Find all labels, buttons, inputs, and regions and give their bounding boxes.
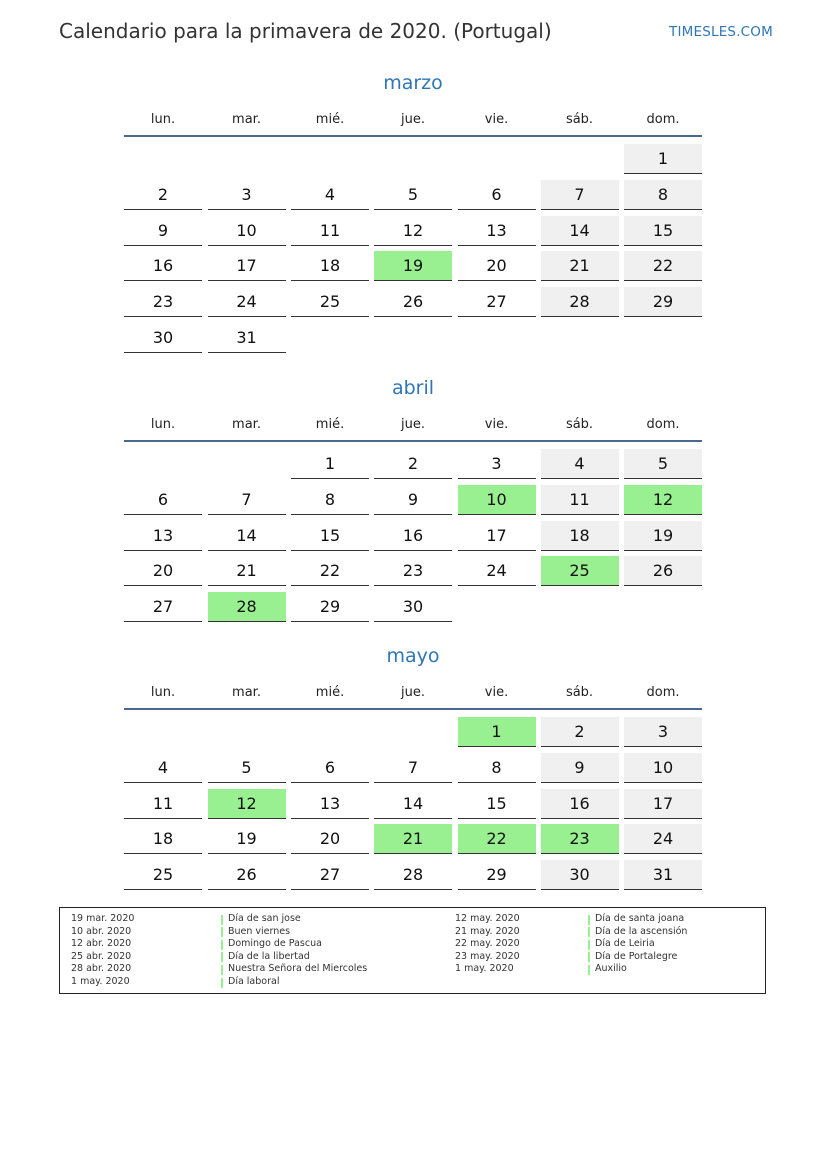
weekday-header: mié. (315, 685, 345, 700)
day-cell: 8 (291, 485, 369, 515)
day-cell: 28 (541, 287, 619, 317)
day-cell: 20 (458, 251, 536, 281)
day-cell: 14 (208, 521, 286, 551)
day-cell: 2 (124, 180, 202, 210)
legend-holiday-name: Auxilio (595, 963, 627, 975)
weekday-header: lun. (150, 417, 176, 432)
day-cell: 24 (458, 556, 536, 586)
legend-color-marker (588, 915, 590, 925)
day-cell: 6 (291, 753, 369, 783)
holiday-legend (59, 907, 766, 994)
weekday-header: mar. (232, 112, 261, 127)
day-cell: 3 (458, 449, 536, 479)
day-cell: 23 (124, 287, 202, 317)
legend-date: 23 may. 2020 (455, 950, 520, 962)
day-cell: 27 (458, 287, 536, 317)
day-cell: 2 (374, 449, 452, 479)
legend-color-marker (221, 952, 223, 962)
day-cell: 25 (291, 287, 369, 317)
day-cell: 24 (208, 287, 286, 317)
day-cell: 20 (291, 824, 369, 854)
day-cell: 13 (458, 216, 536, 246)
legend-color-marker (221, 915, 223, 925)
day-cell: 29 (458, 860, 536, 890)
weekday-header: jue. (401, 685, 425, 700)
day-cell: 7 (374, 753, 452, 783)
day-cell: 9 (124, 216, 202, 246)
legend-date: 21 may. 2020 (455, 925, 520, 937)
weekday-header: vie. (484, 112, 509, 127)
day-cell: 19 (208, 824, 286, 854)
legend-date: 1 may. 2020 (455, 963, 514, 975)
day-cell: 27 (291, 860, 369, 890)
holiday-day-cell: 25 (541, 556, 619, 586)
day-cell: 5 (374, 180, 452, 210)
day-cell: 9 (541, 753, 619, 783)
weekday-header: vie. (484, 417, 509, 432)
day-cell: 11 (541, 485, 619, 515)
holiday-day-cell: 19 (374, 251, 452, 281)
legend-holiday-name: Día de san jose (228, 913, 301, 924)
holiday-day-cell: 28 (208, 592, 286, 622)
weekday-header: mar. (232, 417, 261, 432)
day-cell: 15 (291, 521, 369, 551)
brand-link[interactable]: TIMESLES.COM (669, 24, 773, 40)
day-cell: 24 (624, 824, 702, 854)
day-cell: 30 (541, 860, 619, 890)
legend-date: 10 abr. 2020 (71, 925, 132, 937)
month-title: mayo (386, 645, 440, 667)
legend-color-marker (588, 940, 590, 950)
legend-date: 22 may. 2020 (455, 938, 520, 950)
day-cell: 25 (124, 860, 202, 890)
day-cell: 27 (124, 592, 202, 622)
day-cell: 31 (208, 323, 286, 353)
day-cell: 26 (208, 860, 286, 890)
holiday-day-cell: 22 (458, 824, 536, 854)
holiday-day-cell: 23 (541, 824, 619, 854)
month-title: abril (391, 377, 435, 399)
day-cell: 18 (541, 521, 619, 551)
weekday-header: dom. (646, 112, 680, 127)
day-cell: 5 (624, 449, 702, 479)
holiday-day-cell: 12 (208, 789, 286, 819)
legend-holiday-name: Día de la ascensión (595, 925, 688, 937)
day-cell: 10 (624, 753, 702, 783)
legend-holiday-name: Domingo de Pascua (228, 938, 322, 950)
legend-date: 12 may. 2020 (455, 913, 520, 924)
month-title: marzo (383, 72, 443, 94)
day-cell: 18 (291, 251, 369, 281)
day-cell: 8 (624, 180, 702, 210)
day-cell: 7 (208, 485, 286, 515)
day-cell: 17 (208, 251, 286, 281)
weekday-header: mié. (315, 417, 345, 432)
day-cell: 14 (374, 789, 452, 819)
legend-holiday-name: Día de santa joana (595, 913, 685, 924)
legend-holiday-name: Nuestra Señora del Miercoles (228, 963, 368, 975)
weekday-header: mar. (232, 685, 261, 700)
day-cell: 11 (291, 216, 369, 246)
day-cell: 18 (124, 824, 202, 854)
legend-color-marker (221, 965, 223, 975)
day-cell: 30 (374, 592, 452, 622)
legend-color-marker (588, 952, 590, 962)
day-cell: 11 (124, 789, 202, 819)
day-cell: 26 (374, 287, 452, 317)
header-divider (124, 708, 702, 710)
header-divider (124, 440, 702, 442)
day-cell: 5 (208, 753, 286, 783)
holiday-day-cell: 1 (458, 717, 536, 747)
day-cell: 4 (124, 753, 202, 783)
day-cell: 17 (458, 521, 536, 551)
legend-date: 28 abr. 2020 (71, 963, 132, 975)
legend-color-marker (588, 965, 590, 975)
day-cell: 15 (624, 216, 702, 246)
day-cell: 1 (624, 144, 702, 174)
day-cell: 8 (458, 753, 536, 783)
day-cell: 6 (458, 180, 536, 210)
day-cell: 21 (541, 251, 619, 281)
header-divider (124, 135, 702, 137)
day-cell: 16 (374, 521, 452, 551)
day-cell: 28 (374, 860, 452, 890)
weekday-header: sáb. (565, 685, 594, 700)
day-cell: 30 (124, 323, 202, 353)
day-cell: 16 (124, 251, 202, 281)
weekday-header: dom. (646, 685, 680, 700)
day-cell: 21 (208, 556, 286, 586)
legend-holiday-name: Buen viernes (228, 925, 291, 937)
legend-holiday-name: Día laboral (228, 976, 280, 987)
legend-date: 12 abr. 2020 (71, 938, 132, 950)
weekday-header: mié. (315, 112, 345, 127)
day-cell: 16 (541, 789, 619, 819)
day-cell: 6 (124, 485, 202, 515)
weekday-header: sáb. (565, 417, 594, 432)
legend-holiday-name: Día de Portalegre (595, 950, 678, 962)
weekday-header: vie. (484, 685, 509, 700)
legend-color-marker (588, 927, 590, 937)
day-cell: 2 (541, 717, 619, 747)
legend-holiday-name: Día de Leiria (595, 938, 655, 950)
weekday-header: jue. (401, 112, 425, 127)
day-cell: 15 (458, 789, 536, 819)
day-cell: 23 (374, 556, 452, 586)
day-cell: 31 (624, 860, 702, 890)
day-cell: 17 (624, 789, 702, 819)
day-cell: 20 (124, 556, 202, 586)
legend-date: 25 abr. 2020 (71, 950, 132, 962)
holiday-day-cell: 12 (624, 485, 702, 515)
day-cell: 13 (291, 789, 369, 819)
weekday-header: dom. (646, 417, 680, 432)
day-cell: 4 (291, 180, 369, 210)
legend-holiday-name: Día de la libertad (228, 950, 310, 962)
day-cell: 10 (208, 216, 286, 246)
weekday-header: jue. (401, 417, 425, 432)
day-cell: 1 (291, 449, 369, 479)
day-cell: 13 (124, 521, 202, 551)
day-cell: 3 (624, 717, 702, 747)
day-cell: 29 (624, 287, 702, 317)
legend-date: 19 mar. 2020 (71, 913, 135, 924)
weekday-header: lun. (150, 685, 176, 700)
day-cell: 26 (624, 556, 702, 586)
weekday-header: sáb. (565, 112, 594, 127)
day-cell: 12 (374, 216, 452, 246)
legend-color-marker (221, 927, 223, 937)
day-cell: 7 (541, 180, 619, 210)
holiday-day-cell: 10 (458, 485, 536, 515)
day-cell: 3 (208, 180, 286, 210)
day-cell: 29 (291, 592, 369, 622)
page-title: Calendario para la primavera de 2020. (Portugal) (59, 19, 552, 43)
day-cell: 22 (291, 556, 369, 586)
day-cell: 14 (541, 216, 619, 246)
legend-color-marker (221, 978, 223, 988)
day-cell: 22 (624, 251, 702, 281)
holiday-day-cell: 21 (374, 824, 452, 854)
weekday-header: lun. (150, 112, 176, 127)
day-cell: 9 (374, 485, 452, 515)
day-cell: 19 (624, 521, 702, 551)
legend-color-marker (221, 940, 223, 950)
day-cell: 4 (541, 449, 619, 479)
legend-date: 1 may. 2020 (71, 976, 130, 987)
